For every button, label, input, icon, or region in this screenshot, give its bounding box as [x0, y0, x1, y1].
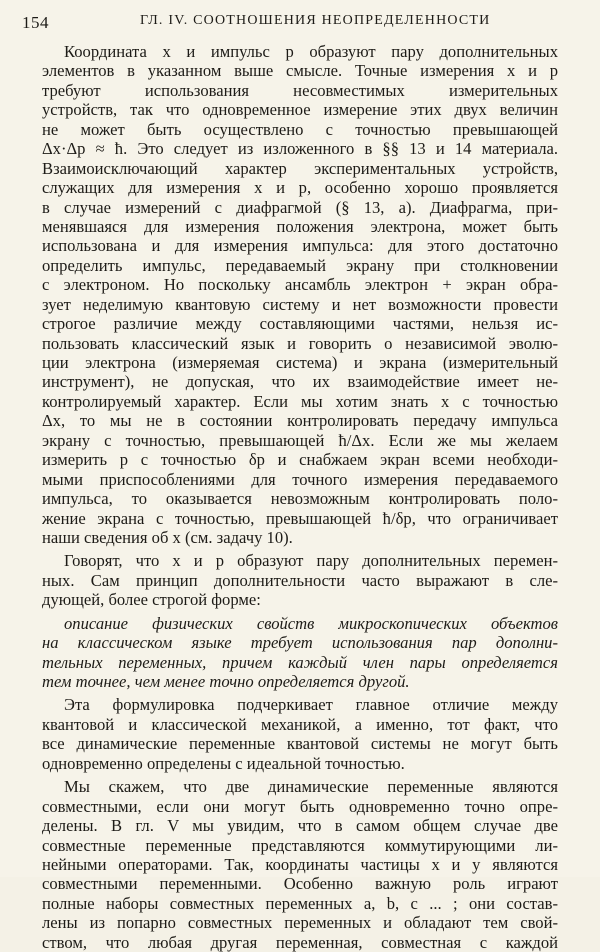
text-line: Взаимоисключающий характер экспериментальных устройств, [42, 158, 558, 178]
text-line: совместные переменные представляются коммутирующими ли- [42, 835, 558, 855]
page-header [22, 10, 556, 34]
text-line: нейными операторами. Так, координаты частицы x и y являются [42, 854, 558, 874]
paragraph [42, 42, 558, 547]
text-line: экрану с точностью, превышающей ħ/Δx. Если же мы желаем [42, 430, 558, 450]
text-line: совместными переменными. Особенно важную роль играют [42, 874, 558, 894]
text-line: все динамические переменные квантовой системы не могут быть [42, 734, 558, 754]
paragraph [42, 777, 558, 952]
text-line: зует неделимую квантовую систему и нет возможности провести [42, 294, 558, 314]
text-line: с электроном. Но поскольку ансамбль электрон + экран обра- [42, 275, 558, 295]
text-line: лены из попарно совместных переменных и обладают тем свой- [42, 913, 558, 933]
text-line: тельных переменных, причем каждый член пары определяется [42, 652, 558, 672]
text-line: жение экрана с точностью, превышающей ħ/δp, что ограничивает [42, 508, 558, 528]
text-line: устройств, так что одновременное измерение этих двух величин [42, 100, 558, 120]
text-line: совместными, если они могут быть одновременно точно опре- [42, 796, 558, 816]
text-line: полные наборы совместных переменных a, b, c ... ; они состав- [42, 893, 558, 913]
text-line: в случае измерений с диафрагмой (§ 13, а). Диафрагма, при- [42, 197, 558, 217]
text-line: наши сведения об x (см. задачу 10). [42, 527, 293, 547]
text-line: дующей, более строгой форме: [42, 590, 261, 610]
text-line: одновременно определены с идеальной точностью. [42, 753, 405, 773]
text-line: пользовать классический язык и говорить о независимой эволю- [42, 333, 558, 353]
text-line: контролируемый характер. Если мы хотим знать x с точностью [42, 391, 558, 411]
text-line: Δx·Δp ≈ ħ. Это следует из изложенного в §§ 13 и 14 материала. [42, 139, 558, 159]
page-number: 154 [22, 13, 49, 32]
text-line: ством, что любая другая переменная, совместная с каждой [42, 932, 558, 952]
text-line: менявшаяся для измерения положения электрона, может быть [42, 216, 558, 236]
paragraph [42, 551, 558, 609]
text-line: измерить p с точностью δp и снабжаем экран всеми необходи- [42, 450, 558, 470]
text-line: Эта формулировка подчеркивает главное отличие между [64, 695, 558, 715]
text-line: квантовой и классической механикой, а именно, тот факт, что [42, 714, 558, 734]
paragraph [42, 695, 558, 773]
text-line: использована и для измерения импульса: для этого достаточно [42, 236, 558, 256]
running-head: ГЛ. IV. СООТНОШЕНИЯ НЕОПРЕДЕЛЕННОСТИ [140, 13, 491, 28]
text-line: инструмент), не допуская, что их взаимодействие имеет не- [42, 372, 558, 392]
text-line: делены. В гл. V мы увидим, что в самом общем случае две [42, 816, 558, 836]
text-line: тем точнее, чем менее точно определяется другой. [42, 672, 410, 691]
text-line: описание физических свойств микроскопических объектов [64, 613, 558, 633]
text-line: требуют использования несовместимых измерительных [42, 80, 558, 100]
text-line: импульса, то оказывается невозможным контролировать поло- [42, 489, 558, 509]
page-body-text [42, 42, 558, 952]
text-line: ции электрона (измеряемая система) и экрана (измерительный [42, 353, 558, 372]
text-line: определить импульс, передаваемый экрану при столкновении [42, 255, 558, 275]
text-line: Говорят, что x и p образуют пару дополнительных перемен- [64, 551, 558, 571]
text-line: элементов в указанном выше смысле. Точные измерения x и p [42, 61, 558, 81]
text-line: на классическом языке требует использования пар дополни- [42, 633, 558, 653]
text-line: Координата x и импульс p образуют пару дополнительных [64, 42, 558, 61]
text-line: не может быть осуществлено с точностью превышающей [42, 119, 558, 139]
paragraph [42, 614, 558, 692]
text-line: Δx, то мы не в состоянии контролировать передачу импульса [42, 411, 558, 431]
text-line: Мы скажем, что две динамические переменные являются [64, 777, 558, 797]
text-line: служащих для измерения x и p, особенно хорошо проявляется [42, 178, 558, 198]
text-line: мыми приспособлениями для точного измерения передаваемого [42, 469, 558, 489]
text-line: ных. Сам принцип дополнительности часто выражают в сле- [42, 570, 558, 590]
text-line: строгое различие между составляющими частями, нельзя ис- [42, 314, 558, 334]
